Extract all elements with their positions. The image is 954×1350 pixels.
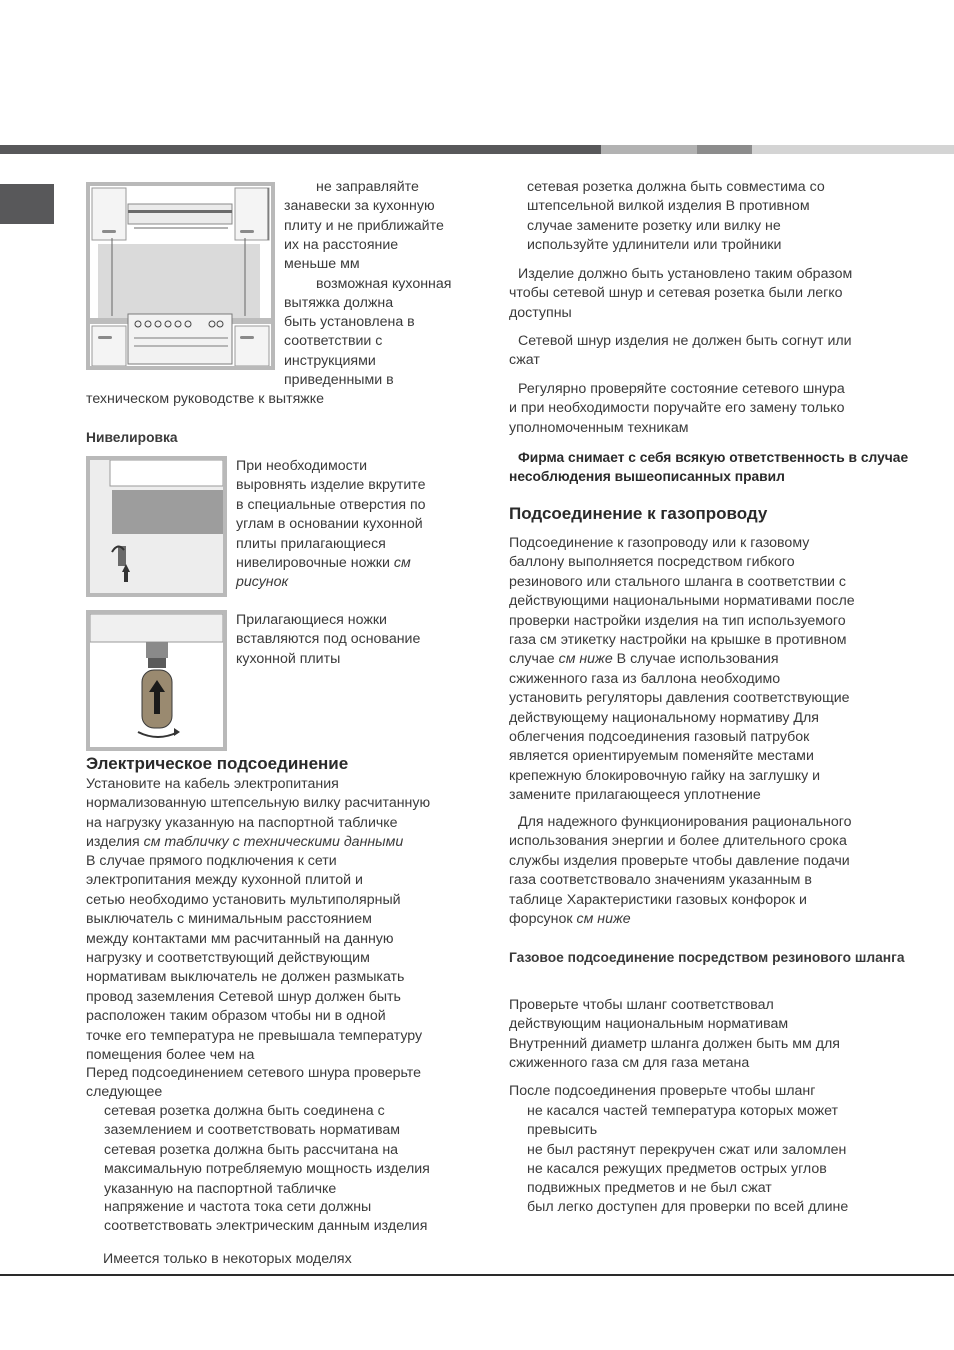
hood-line-11: приведенными в (284, 372, 394, 388)
header-bar-light (601, 145, 697, 154)
hood-line-9: соответствии с (284, 333, 383, 349)
hood-line-7: вытяжка должна (284, 295, 394, 311)
electric-paragraph-3: Перед подсоединением сетевого шнура проверьте следующее (86, 1065, 422, 1101)
hose-check-1: не касался частей температура которых может превысить (527, 1103, 839, 1139)
hood-line-1: не заправляйте (316, 179, 419, 195)
electric-paragraph-1: Установите на кабель электропитания нормализованную штепсельную вилку расчитанную на нагрузку указанную на паспортной табличке изделия см табличку с техническими данными (86, 776, 431, 851)
gas-paragraph-1: Подсоединение к газопроводу или к газовому баллону выполняется посредством гибкого резинового или стального шланга в соответствии с действующими национальными нормативами после проверки настройки изделия на тип используемого газа см этикетку настройки на крышке в противном случае см ниже В случае использования сжиженного газа из баллона необходимо установить регуляторы давления соответствующие действующему национальному нормативу Для облегчения подсоединения газовый патрубок является ориентируемым поменяйте местами крепежную блокировочную гайку на заглушку и замените прилагающееся уплотнение (509, 535, 855, 804)
warning-text: Фирма снимает с себя всякую ответственность в случае несоблюдения вышеописанных правил (509, 450, 909, 485)
leveling-foot-illustration (90, 614, 223, 747)
accessibility-paragraph: Изделие должно быть установлено таким образом чтобы сетевой шнур и сетевая розетка были легко доступны (509, 266, 853, 321)
electric-bullet-2: сетевая розетка должна быть рассчитана на максимальную потребляемую мощность изделия указанную на паспортной табличке (104, 1142, 430, 1197)
cord-check-paragraph: Регулярно проверяйте состояние сетевого шнура и при необходимости поручайте его замену только уполномоченным техникам (509, 381, 845, 436)
electric-bullet-3: напряжение и частота тока сети должны соответствовать электрическим данным изделия (104, 1199, 428, 1235)
leveling-figure-1 (86, 456, 227, 597)
gas-heading: Подсоединение к газопроводу (509, 504, 768, 523)
electric-bullet-4: сетевая розетка должна быть совместима со штепсельной вилкой изделия В противном случае замените розетку или вилку не используйте удлинители или тройники (527, 179, 825, 254)
electric-heading: Электрическое подсоединение (86, 754, 349, 773)
leveling-paragraph-1: При необходимости выровнять изделие вкрутите в специальные отверстия по углам в основании кухонной плиты прилагающиеся нивелировочные ножки см рисунок (236, 458, 426, 591)
footnote: Имеется только в некоторых моделях (103, 1251, 352, 1267)
hood-line-6: возможная кухонная (316, 276, 452, 292)
hood-line-5: меньше мм (284, 256, 360, 272)
hood-line-4: их на расстояние (284, 237, 399, 253)
hose-check-2: не был растянут перекручен сжат или заломлен (527, 1142, 847, 1158)
cord-paragraph: Сетевой шнур изделия не должен быть согнут или сжат (509, 333, 852, 369)
hose-check-4: был легко доступен для проверки по всей длине (527, 1199, 849, 1215)
header-bar-pale (752, 145, 954, 154)
kitchen-illustration (90, 186, 271, 366)
hood-line-2: занавески за кухонную (284, 198, 435, 214)
leveling-paragraph-2: Прилагающиеся ножки вставляются под основание кухонной плиты (236, 612, 421, 667)
leveling-heading: Нивелировка (86, 430, 178, 445)
hood-line-10: инструкциями (284, 353, 376, 369)
hood-line-8: быть установлена в (284, 314, 415, 330)
header-bar-mid (697, 145, 752, 154)
rubber-hose-paragraph-1: Проверьте чтобы шланг соответствовал действующим национальным нормативам Внутренний диаметр шланга должен быть мм для сжиженного газа см для газа метана (509, 997, 840, 1072)
header-bar-dark (0, 145, 601, 154)
hood-line-3: плиту и не приближайте (284, 218, 444, 234)
electric-bullet-1: сетевая розетка должна быть соединена с заземлением и соответствовать нормативам (104, 1103, 401, 1139)
leveling-illustration (90, 460, 223, 593)
footer-rule (0, 1274, 954, 1276)
gas-paragraph-2: Для надежного функционирования рационального использования энергии и более длительного срока службы изделия проверьте чтобы давление подачи газа соответствовало значениям указанным в таблице Характеристики газовых конфорок и форсунок см ниже (509, 814, 852, 928)
page-side-tab (0, 184, 54, 224)
leveling-figure-2 (86, 610, 227, 751)
rubber-hose-paragraph-2: После подсоединения проверьте чтобы шланг (509, 1083, 816, 1099)
hose-check-3: не касался режущих предметов острых углов подвижных предметов и не был сжат (527, 1161, 827, 1197)
electric-paragraph-2: В случае прямого подключения к сети электропитания между кухонной плитой и сетью необходимо установить мультиполярный выключатель с минимальным расстоянием между контактами мм расчитанный на данную нагрузку и соответствующий действующим нормативам выключатель не должен размыкать провод заземления Сетевой шнур должен быть расположен таким образом чтобы ни в одной точке его температура не превышала температуру помещения более чем на (86, 853, 423, 1064)
hood-line-12: техническом руководстве к вытяжке (86, 391, 325, 407)
rubber-hose-heading: Газовое подсоединение посредством резинового шланга (509, 950, 905, 965)
hood-distance-figure (86, 182, 275, 370)
